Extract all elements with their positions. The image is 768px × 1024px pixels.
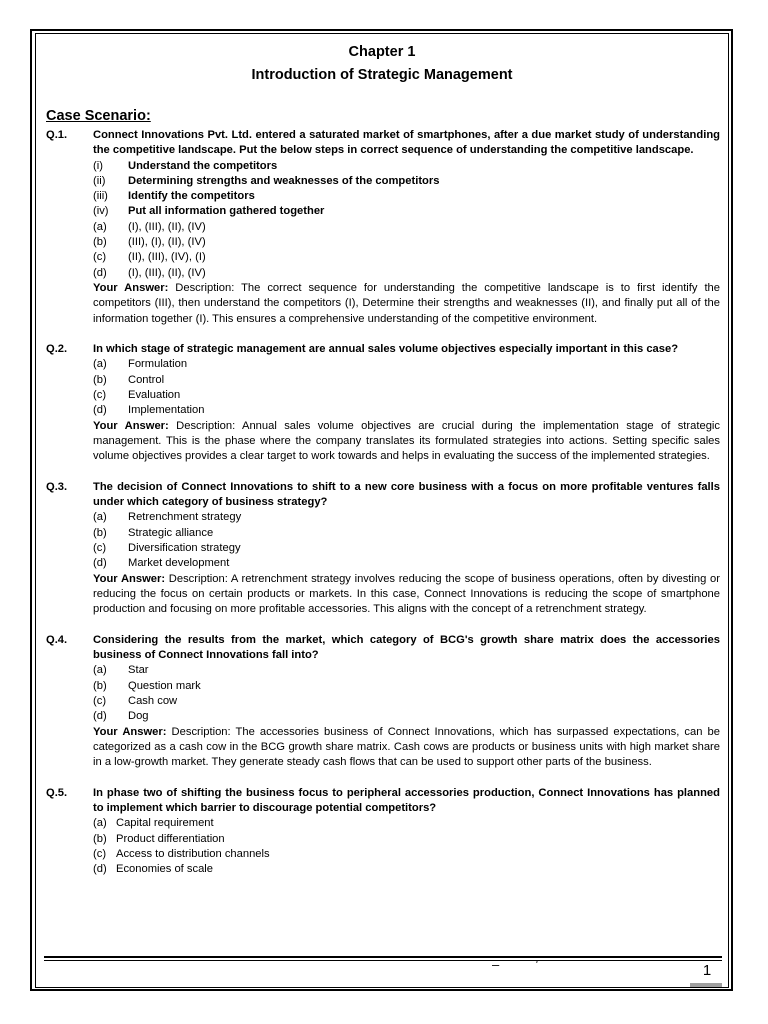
question-number: Q.3.	[46, 480, 68, 493]
question-3	[46, 480, 720, 618]
option-label: (c)	[93, 847, 107, 860]
option-text: Product differentiation	[116, 832, 225, 845]
option-label: (d)	[93, 404, 107, 417]
option-text: (II), (III), (IV), (I)	[128, 251, 206, 264]
option-label: (a)	[93, 511, 107, 524]
option-item	[93, 694, 720, 709]
step-label: (iii)	[93, 190, 108, 203]
option-label: (c)	[93, 389, 107, 402]
option-label: (d)	[93, 710, 107, 723]
option-label: (a)	[93, 817, 107, 830]
question-text: Connect Innovations Pvt. Ltd. entered a saturated market of smartphones, after a due market study of understanding the competitive landscape. Put the below steps in correct sequence of understanding the competitive landscape.	[93, 129, 720, 157]
question-number: Q.5.	[46, 786, 68, 799]
option-item	[93, 816, 720, 831]
question-text: Considering the results from the market, which category of BCG's growth share matrix does the accessories business of Connect Innovations fall into?	[93, 633, 720, 662]
option-item	[93, 679, 720, 694]
answer-label: Your Answer:	[93, 725, 167, 738]
option-label: (b)	[93, 679, 107, 692]
option-item	[93, 357, 720, 372]
option-text: (III), (I), (II), (IV)	[128, 236, 206, 249]
option-text: Market development	[128, 557, 230, 570]
step-item	[93, 174, 720, 189]
option-text: Control	[128, 373, 165, 386]
option-item	[93, 556, 720, 571]
step-text: Determining strengths and weaknesses of the competitors	[128, 174, 440, 187]
answer-label: Your Answer:	[93, 572, 166, 585]
option-text: Dog	[128, 710, 149, 723]
step-text: Put all information gathered together	[128, 205, 325, 218]
step-text: Understand the competitors	[128, 159, 278, 172]
page-number: 1	[702, 962, 712, 979]
question-5	[46, 786, 720, 878]
option-item	[93, 832, 720, 847]
answer-label: Your Answer:	[93, 419, 169, 432]
option-label: (d)	[93, 863, 107, 876]
option-label: (a)	[93, 358, 107, 371]
answer-text: Description: Annual sales volume objectives are crucial during the implementation stage of strategic management. This is the phase where the company translates its formulated strategies into actions. Setting specific sales volume objectives provides a clear target to work towards and helps in evaluating the success of the implemented strategies.	[93, 419, 720, 463]
option-text: (I), (III), (II), (IV)	[128, 266, 206, 279]
option-text: Formulation	[128, 358, 188, 371]
answer-block	[93, 419, 720, 465]
option-item	[93, 510, 720, 525]
answer-block	[93, 572, 720, 618]
step-label: (i)	[93, 159, 103, 172]
option-item	[93, 663, 720, 678]
option-item	[93, 220, 720, 235]
option-item	[93, 862, 720, 877]
option-label: (a)	[93, 220, 107, 233]
option-label: (b)	[93, 373, 107, 386]
option-text: Cash cow	[128, 694, 178, 707]
option-item	[93, 526, 720, 541]
section-heading: Case Scenario:	[46, 108, 151, 124]
answer-label: Your Answer:	[93, 281, 169, 294]
question-number: Q.2.	[46, 343, 68, 356]
option-label: (b)	[93, 236, 107, 249]
option-label: (d)	[93, 557, 107, 570]
page-number-bar	[690, 983, 722, 987]
option-label: (d)	[93, 266, 107, 279]
question-2	[46, 342, 720, 464]
option-label: (c)	[93, 251, 107, 264]
option-label: (a)	[93, 664, 107, 677]
step-item	[93, 159, 720, 174]
option-label: (b)	[93, 832, 107, 845]
option-item	[93, 709, 720, 724]
option-item	[93, 266, 720, 281]
option-item	[93, 541, 720, 556]
option-text: Retrenchment strategy	[128, 511, 242, 524]
chapter-subtitle: Introduction of Strategic Management	[251, 67, 513, 83]
option-text: (I), (III), (II), (IV)	[128, 220, 206, 233]
option-text: Strategic alliance	[128, 526, 214, 539]
option-item	[93, 250, 720, 265]
question-text: In which stage of strategic management are annual sales volume objectives especially important in this case?	[93, 343, 679, 356]
option-text: Question mark	[128, 679, 201, 692]
step-item	[93, 189, 720, 204]
question-4	[46, 633, 720, 771]
answer-text: Description: The accessories business of Connect Innovations, which has surpassed expectations, can be categorized as a cash cow in the BCG growth share matrix. Cash cows are products or business units with high market share in a low-growth market. They generate steady cash flows that can be used to support other parts of the business.	[93, 725, 720, 769]
step-item	[93, 204, 720, 219]
option-text: Implementation	[128, 404, 205, 417]
option-text: Access to distribution channels	[116, 847, 270, 860]
question-number: Q.1.	[46, 129, 68, 141]
answer-text: Description: The correct sequence for understanding the competitive landscape is to first identify the competitors (III), then understand the competitors (I), Determine their strengths and weaknesses (II), and finally put all of the information together (I). This ensures a comprehensive understanding of the competitive environment.	[93, 281, 721, 325]
footer-marks: – ’	[492, 957, 539, 972]
option-label: (c)	[93, 694, 107, 707]
option-label: (b)	[93, 526, 107, 539]
option-text: Evaluation	[128, 389, 181, 402]
footer-rule-thin	[44, 960, 722, 961]
answer-block	[93, 281, 720, 327]
question-text: The decision of Connect Innovations to shift to a new core business with a focus on more profitable ventures falls under which category of business strategy?	[93, 480, 720, 509]
chapter-title: Chapter 1	[348, 44, 416, 60]
answer-block	[93, 725, 720, 771]
answer-text: Description: A retrenchment strategy involves reducing the scope of business operations, often by divesting or reducing the focus on certain products or markets. In this case, Connect Innovations is reducing the scope of smartphone production and focusing on more profitable accessories. This aligns with the concept of a retrenchment strategy.	[93, 572, 720, 616]
option-label: (c)	[93, 542, 107, 555]
step-label: (ii)	[93, 174, 106, 187]
option-text: Diversification strategy	[128, 542, 241, 555]
step-text: Identify the competitors	[128, 190, 255, 203]
question-1	[46, 128, 720, 327]
question-text: In phase two of shifting the business focus to peripheral accessories production, Connect Innovations has planned to implement which barrier to discourage potential competitors?	[93, 786, 720, 815]
option-item	[93, 373, 720, 388]
questions-list	[46, 128, 720, 893]
footer-rule	[44, 956, 722, 958]
option-text: Capital requirement	[116, 817, 214, 830]
option-item	[93, 403, 720, 418]
question-number: Q.4.	[46, 633, 68, 646]
option-item	[93, 235, 720, 250]
step-label: (iv)	[93, 205, 109, 218]
option-item	[93, 847, 720, 862]
option-text: Star	[128, 664, 149, 677]
option-item	[93, 388, 720, 403]
option-text: Economies of scale	[116, 863, 214, 876]
